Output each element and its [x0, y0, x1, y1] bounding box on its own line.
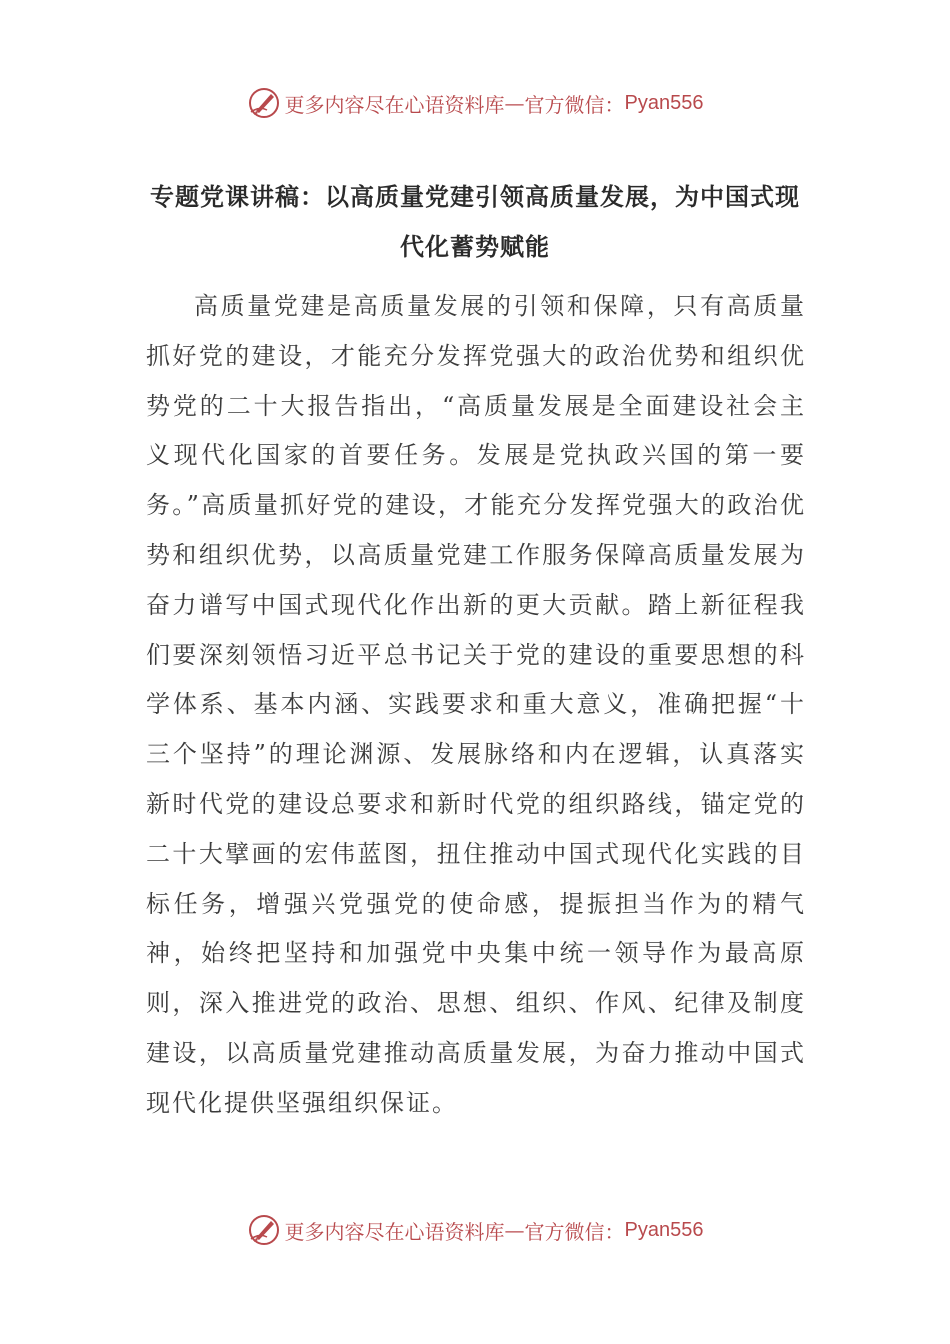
banner-separator: — — [504, 1218, 525, 1242]
banner-separator: — — [504, 91, 525, 115]
banner-text: 更多内容尽在心语资料库 — [284, 92, 505, 117]
footer-banner — [0, 1208, 950, 1252]
body-paragraph: 高质量党建是高质量发展的引领和保障，只有高质量抓好党的建设，才能充分发挥党强大的政治优势和组织优势党的二十大报告指出，“高质量发展是全面建设社会主义现代化国家的首要任务。发展是党执政兴国的第一要务。”高质量抓好党的建设，才能充分发挥党强大的政治优势和组织优势，以高质量党建工作服务保障高质量发展为奋力谱写中国式现代化作出新的更大贡献。踏上新征程我们要深刻领悟习近平总书记关于党的建设的重要思想的科学体系、基本内涵、实践要求和重大意义，准确把握“十三个坚持”的理论渊源、发展脉络和内在逻辑，认真落实新时代党的建设总要求和新时代党的组织路线，锚定党的二十大擘画的宏伟蓝图，扭住推动中国式现代化实践的目标任务，增强兴党强党的使命感，提振担当作为的精气神，始终把坚持和加强党中央集中统一领导作为最高原则，深入推进党的政治、思想、组织、作风、纪律及制度建设，以高质量党建推动高质量发展，为奋力推动中国式现代化提供坚强组织保证。 — [146, 292, 806, 1117]
pen-logo-icon — [247, 86, 281, 120]
wechat-label: 官方微信： — [524, 92, 625, 117]
wechat-label: 官方微信： — [524, 1219, 625, 1244]
document-title: 专题党课讲稿：以高质量党建引领高质量发展，为中国式现代化蓄势赋能 — [150, 183, 800, 261]
header-banner — [0, 81, 950, 125]
wechat-id: Pyan556 — [624, 1218, 704, 1241]
wechat-id: Pyan556 — [624, 91, 704, 114]
pen-logo-icon — [247, 1213, 281, 1247]
banner-text: 更多内容尽在心语资料库 — [284, 1219, 505, 1244]
